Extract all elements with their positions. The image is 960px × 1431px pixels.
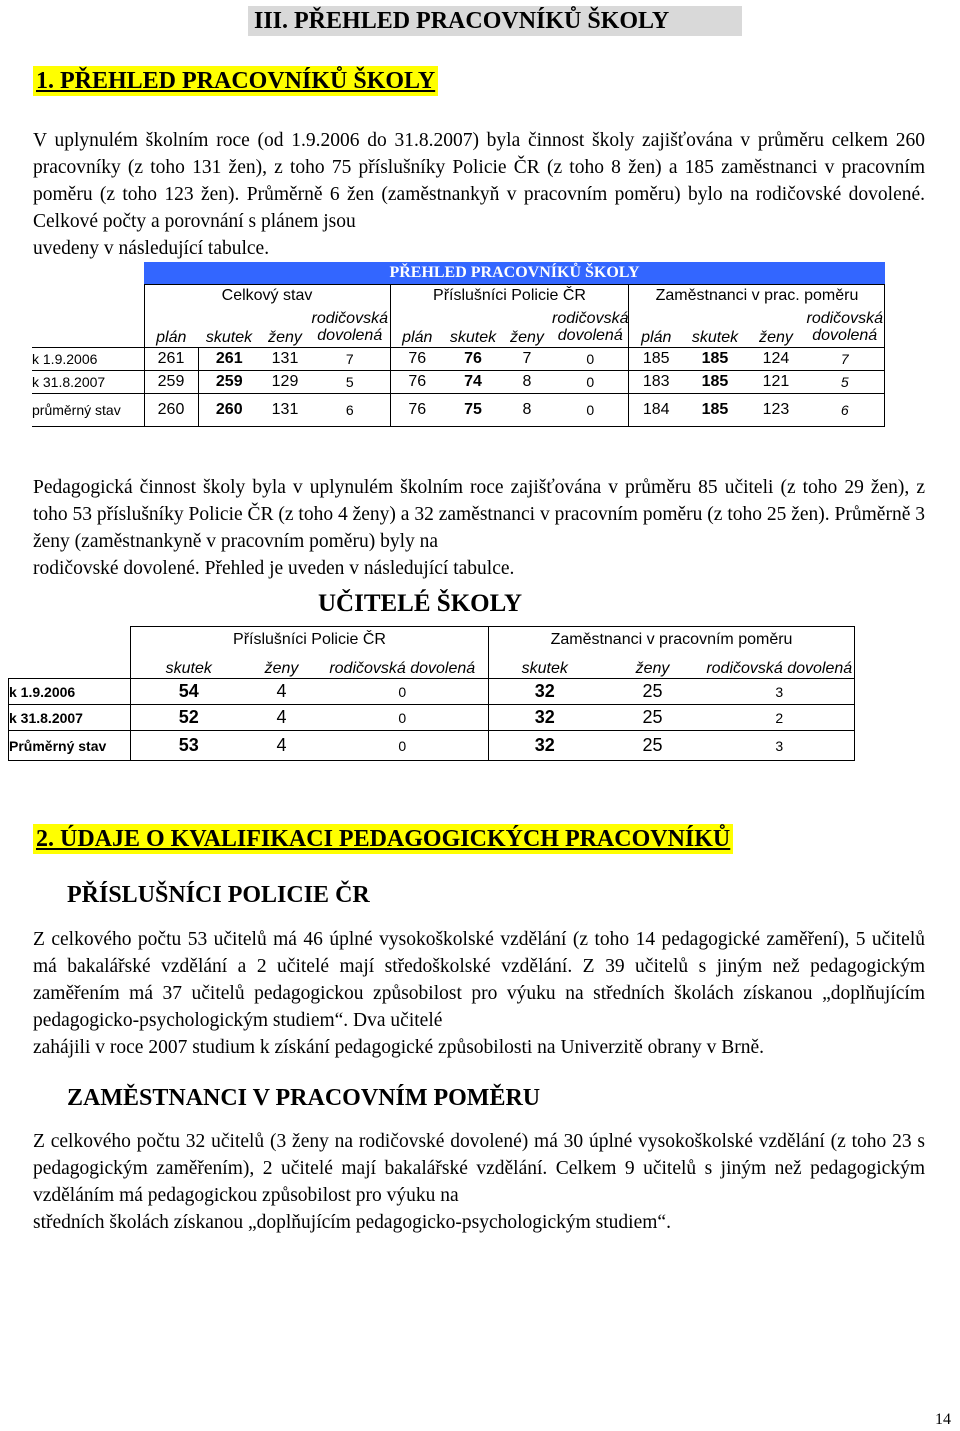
table-cell: 4 (247, 731, 317, 761)
table-cell: 124 (747, 348, 805, 371)
table-cell: 52 (131, 705, 247, 731)
teachers-group-employees: Zaměstnanci v pracovním poměru (489, 627, 855, 653)
subheader-parental-leave: rodičovská dovolená (329, 660, 476, 677)
group-total: Celkový stav (144, 285, 390, 308)
table-cell: 260 (144, 394, 198, 427)
table-cell: 5 (310, 371, 390, 394)
subheader-plan: plán (390, 307, 444, 348)
table-cell: 185 (683, 371, 747, 394)
table-cell: 25 (601, 731, 705, 761)
subheader-women: ženy (264, 660, 299, 677)
table-cell: 6 (805, 394, 885, 427)
group-police: Příslušníci Policie ČR (390, 285, 629, 308)
row-label: k 1.9.2006 (32, 348, 144, 371)
subheader-women: ženy (759, 329, 793, 346)
subheader-women: ženy (268, 329, 302, 346)
table-cell: 4 (247, 679, 317, 705)
table-cell: 32 (489, 731, 601, 761)
table-cell: 53 (131, 731, 247, 761)
table-row (32, 394, 885, 427)
teachers-paragraph-text: Pedagogická činnost školy byla v uplynulém školním roce zajišťována v průměru 85 učiteli (z toho 29 žen), z toho 53 příslušníky Policie ČR (z toho 4 ženy) a 32 zaměstnanci v pracovním poměru (z toho 25 žen). Průměrně 3 ženy (zaměstnankyně v pracovním poměru) byly na (33, 477, 925, 552)
police-subheading: PŘÍSLUŠNÍCI POLICIE ČR (67, 882, 370, 908)
intro-paragraph-last-line: uvedeny v následující tabulce. (33, 238, 270, 259)
table-cell: 8 (502, 371, 552, 394)
group-employees: Zaměstnanci v prac. poměru (629, 285, 885, 308)
police-paragraph (33, 926, 925, 1061)
table-cell: 76 (390, 394, 444, 427)
staff-overview-table (32, 262, 885, 427)
table-cell: 25 (601, 679, 705, 705)
table-cell: 0 (317, 731, 489, 761)
table-cell: 54 (131, 679, 247, 705)
table-cell: 7 (502, 348, 552, 371)
subheader-actual: skutek (205, 329, 253, 346)
table-cell: 0 (552, 394, 629, 427)
table-cell: 123 (747, 394, 805, 427)
subheader-plan: plán (144, 307, 198, 348)
subheader-parental-leave: rodičovská dovolená (705, 653, 855, 679)
staff-table-title: PŘEHLED PRACOVNÍKŮ ŠKOLY (144, 262, 885, 285)
table-cell: 185 (683, 394, 747, 427)
row-label: průměrný stav (32, 394, 144, 427)
table-cell: 184 (629, 394, 683, 427)
subheader-parental-leave: rodičovská dovolená (805, 307, 885, 348)
table-cell: 76 (444, 348, 502, 371)
table-cell: 259 (144, 371, 198, 394)
employees-subheading: ZAMĚSTNANCI V PRACOVNÍM POMĚRU (67, 1085, 541, 1111)
table-cell: 0 (317, 705, 489, 731)
row-label: k 1.9.2006 (9, 679, 131, 705)
teachers-table-title: UČITELÉ ŠKOLY (318, 590, 523, 617)
table-cell: 261 (144, 348, 198, 371)
section-2-heading: 2. ÚDAJE O KVALIFIKACI PEDAGOGICKÝCH PRACOVNÍKŮ (33, 824, 733, 854)
table-cell: 183 (629, 371, 683, 394)
table-cell: 131 (260, 348, 310, 371)
table-cell: 261 (198, 348, 260, 371)
table-cell: 259 (198, 371, 260, 394)
table-row (32, 371, 885, 394)
subheader-actual: skutek (489, 653, 601, 679)
table-cell: 7 (310, 348, 390, 371)
table-cell: 76 (390, 371, 444, 394)
subheader-plan: plán (629, 307, 683, 348)
section-1-heading: 1. PŘEHLED PRACOVNÍKŮ ŠKOLY (33, 66, 438, 96)
teachers-paragraph (33, 474, 925, 582)
table-cell: 131 (260, 394, 310, 427)
employees-paragraph-text: Z celkového počtu 32 učitelů (3 ženy na rodičovské dovolené) má 30 úplné vysokoškolské vzdělání (z toho 23 s pedagogickým zaměřením), 2 učitelé mají bakalářské vzdělání. Celkem 9 učitelů s jiným než pedagogickým vzděláním má pedagogickou způsobilost pro výuku na (33, 1131, 925, 1206)
table-row (9, 731, 855, 761)
table-cell: 185 (629, 348, 683, 371)
table-cell: 5 (805, 371, 885, 394)
table-cell: 0 (552, 371, 629, 394)
table-cell: 3 (705, 679, 855, 705)
page-main-heading: III. PŘEHLED PRACOVNÍKŮ ŠKOLY (248, 6, 742, 36)
intro-paragraph-text: V uplynulém školním roce (od 1.9.2006 do 31.8.2007) byla činnost školy zajišťována v průměru celkem 260 pracovníky (z toho 131 žen), z toho 75 příslušníky Policie ČR (z toho 8 žen) a 185 zaměstnanci v pracovním poměru (z toho 123 žen). Průměrně 6 žen (zaměstnankyň v pracovním poměru) bylo na rodičovské dovolené. Celkové počty a porovnání s plánem jsou (33, 130, 925, 232)
table-cell: 75 (444, 394, 502, 427)
police-paragraph-last-line: zahájili v roce 2007 studium k získání pedagogické způsobilosti na Univerzitě obrany v Brně. (33, 1037, 765, 1058)
subheader-women: ženy (510, 329, 544, 346)
subheader-women: ženy (635, 660, 670, 677)
table-cell: 4 (247, 705, 317, 731)
teachers-group-police: Příslušníci Policie ČR (131, 627, 489, 653)
table-cell: 74 (444, 371, 502, 394)
police-paragraph-text: Z celkového počtu 53 učitelů má 46 úplné vysokoškolské vzdělání (z toho 14 pedagogické zaměření), 5 učitelů má bakalářské vzdělání a 2 učitelé mají středoškolské vzdělání. Z 39 učitelů s jiným než pedagogickým zaměřením má 37 učitelů pedagogickou způsobilost pro výuku na středních školách získanou „doplňujícím pedagogicko-psychologickým studiem“. Dva učitelé (33, 929, 925, 1031)
table-cell: 260 (198, 394, 260, 427)
teachers-paragraph-last-line: rodičovské dovolené. Přehled je uveden v následující tabulce. (33, 558, 515, 579)
employees-paragraph (33, 1128, 925, 1236)
table-row (9, 679, 855, 705)
subheader-actual: skutek (449, 329, 497, 346)
table-row (32, 348, 885, 371)
subheader-parental-leave: rodičovská dovolená (311, 310, 388, 344)
employees-paragraph-last-line: středních školách získanou „doplňujícím pedagogicko-psychologickým studiem“. (33, 1212, 671, 1233)
table-cell: 25 (601, 705, 705, 731)
table-cell: 3 (705, 731, 855, 761)
row-label: k 31.8.2007 (9, 705, 131, 731)
page-number: 14 (935, 1411, 951, 1428)
intro-paragraph (33, 127, 925, 262)
subheader-actual: skutek (131, 653, 247, 679)
row-label: k 31.8.2007 (32, 371, 144, 394)
table-cell: 0 (552, 348, 629, 371)
table-cell: 76 (390, 348, 444, 371)
table-cell: 121 (747, 371, 805, 394)
table-cell: 185 (683, 348, 747, 371)
table-cell: 0 (317, 679, 489, 705)
teachers-table (8, 626, 855, 761)
table-cell: 7 (805, 348, 885, 371)
table-cell: 32 (489, 705, 601, 731)
row-label: Průměrný stav (9, 731, 131, 761)
subheader-parental-leave: rodičovská dovolená (552, 310, 629, 344)
subheader-actual: skutek (691, 329, 739, 346)
table-cell: 129 (260, 371, 310, 394)
table-cell: 2 (705, 705, 855, 731)
table-row (9, 705, 855, 731)
table-cell: 8 (502, 394, 552, 427)
table-cell: 6 (310, 394, 390, 427)
table-cell: 32 (489, 679, 601, 705)
